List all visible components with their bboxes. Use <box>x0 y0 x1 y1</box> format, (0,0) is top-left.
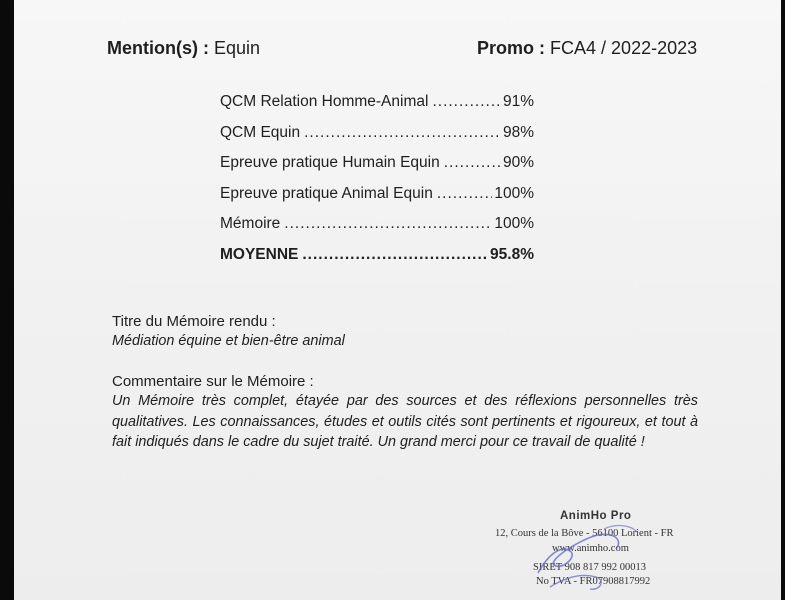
mention-field <box>107 38 260 59</box>
memoire-title-section <box>112 313 698 352</box>
organization-name: AnimHo Pro <box>560 510 632 522</box>
grade-name: QCM Equin <box>220 123 301 141</box>
organization-tva: No TVA - FR07908817992 <box>536 576 651 587</box>
grade-value: 90% <box>502 154 534 171</box>
mention-label: Mention(s) : <box>107 38 209 58</box>
dot-leader <box>437 185 493 203</box>
grade-value: 91% <box>502 93 534 110</box>
grade-name: Epreuve pratique Humain Equin <box>220 154 440 171</box>
promo-field <box>477 38 697 59</box>
grade-value: 98% <box>502 123 534 141</box>
commentaire-section <box>112 373 698 453</box>
grade-value: 100% <box>494 215 534 232</box>
grade-name: QCM Relation Homme-Animal <box>220 93 429 110</box>
page-margin <box>785 0 800 600</box>
organization-address: 12, Cours de la Bôve - 56100 Lorient - FR <box>495 528 674 539</box>
memoire-title-value: Médiation équine et bien-être animal <box>112 333 345 349</box>
dot-leader <box>304 124 501 142</box>
grade-row <box>220 124 534 155</box>
mention-value: Equin <box>214 38 261 58</box>
dot-leader <box>444 154 501 172</box>
grade-row <box>220 93 534 124</box>
average-row <box>220 246 534 277</box>
commentaire-text: Un Mémoire très complet, étayée par des sources et des réflexions personnelles très qualitatives. Les connaissances, études et outils cités sont pertinents et rigoureux, et tout à fait indiqués dans le cadre du sujet traité. Un grand merci pour ce travail de qualité ! <box>112 393 698 450</box>
signature-stamp-icon <box>520 515 660 605</box>
grade-name: Epreuve pratique Animal Equin <box>220 184 433 202</box>
grades-list <box>220 93 534 276</box>
commentaire-label: Commentaire sur le Mémoire : <box>112 373 314 390</box>
dot-leader <box>302 246 488 264</box>
memoire-title-label: Titre du Mémoire rendu : <box>112 313 276 330</box>
grade-row <box>220 185 534 216</box>
document-border-left <box>0 0 14 600</box>
organization-website: www.animho.com <box>552 543 629 554</box>
organization-siret: SIRET 908 817 992 00013 <box>533 562 646 573</box>
grade-value: 100% <box>494 184 534 202</box>
dot-leader <box>432 93 501 111</box>
grade-row <box>220 154 534 185</box>
document-page <box>14 0 781 600</box>
promo-label: Promo : <box>477 38 546 58</box>
grade-row <box>220 215 534 246</box>
average-label: MOYENNE <box>220 245 299 263</box>
grade-name: Mémoire <box>220 215 281 232</box>
promo-value: FCA4 / 2022-2023 <box>550 38 698 58</box>
dot-leader <box>284 215 492 233</box>
average-value: 95.8% <box>490 245 534 263</box>
